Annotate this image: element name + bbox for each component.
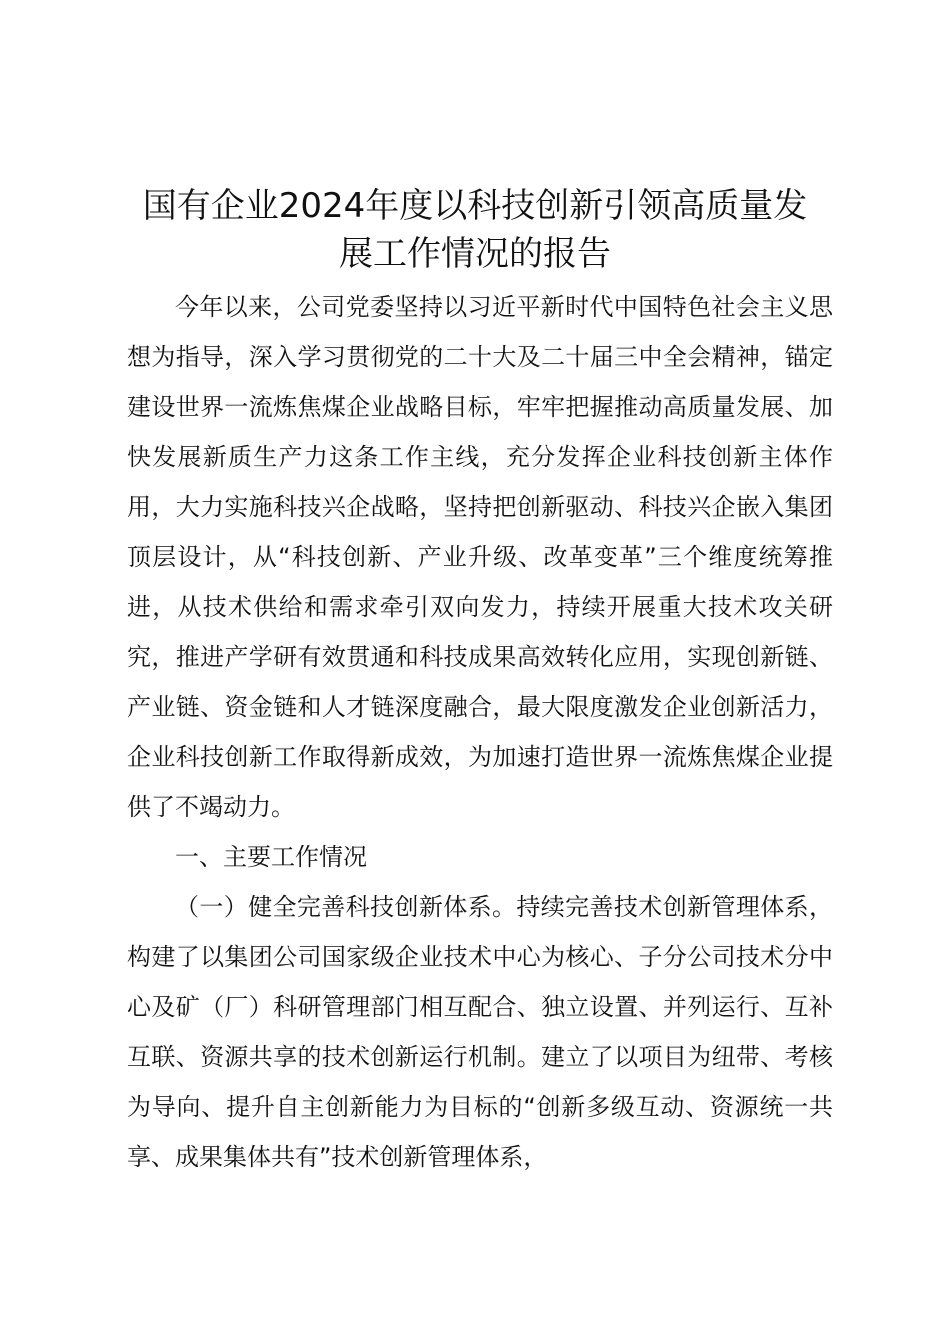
subsection-paragraph: （一）健全完善科技创新体系。持续完善技术创新管理体系，构建了以集团公司国家级企业技术中心为核心、子分公司技术分中心及矿（厂）科研管理部门相互配合、独立设置、并列运行、互补互联、资源共享的技术创新运行机制。建立了以项目为纽带、考核为导向、提升自主创新能力为目标的“创新多级互动、资源统一共享、成果集体共有”技术创新管理体系，	[127, 893, 833, 1171]
intro-paragraph: 今年以来，公司党委坚持以习近平新时代中国特色社会主义思想为指导，深入学习贯彻党的二十大及二十届三中全会精神，锚定建设世界一流炼焦煤企业战略目标，牢牢把握推动高质量发展、加快发展新质生产力这条工作主线，充分发挥企业科技创新主体作用，大力实施科技兴企战略，坚持把创新驱动、科技兴企嵌入集团顶层设计，从“科技创新、产业升级、改革变革”三个维度统筹推进，从技术供给和需求牵引双向发力，持续开展重大技术攻关研究，推进产学研有效贯通和科技成果高效转化应用，实现创新链、产业链、资金链和人才链深度融合，最大限度激发企业创新活力，企业科技创新工作取得新成效，为加速打造世界一流炼焦煤企业提供了不竭动力。	[127, 293, 833, 821]
section-heading: 一、主要工作情况	[175, 843, 367, 871]
title-line-2: 展工作情况的报告	[339, 234, 611, 274]
title-line-1: 国有企业2024年度以科技创新引领高质量发	[142, 186, 808, 226]
document-body	[127, 282, 833, 1182]
document-title	[120, 182, 830, 278]
